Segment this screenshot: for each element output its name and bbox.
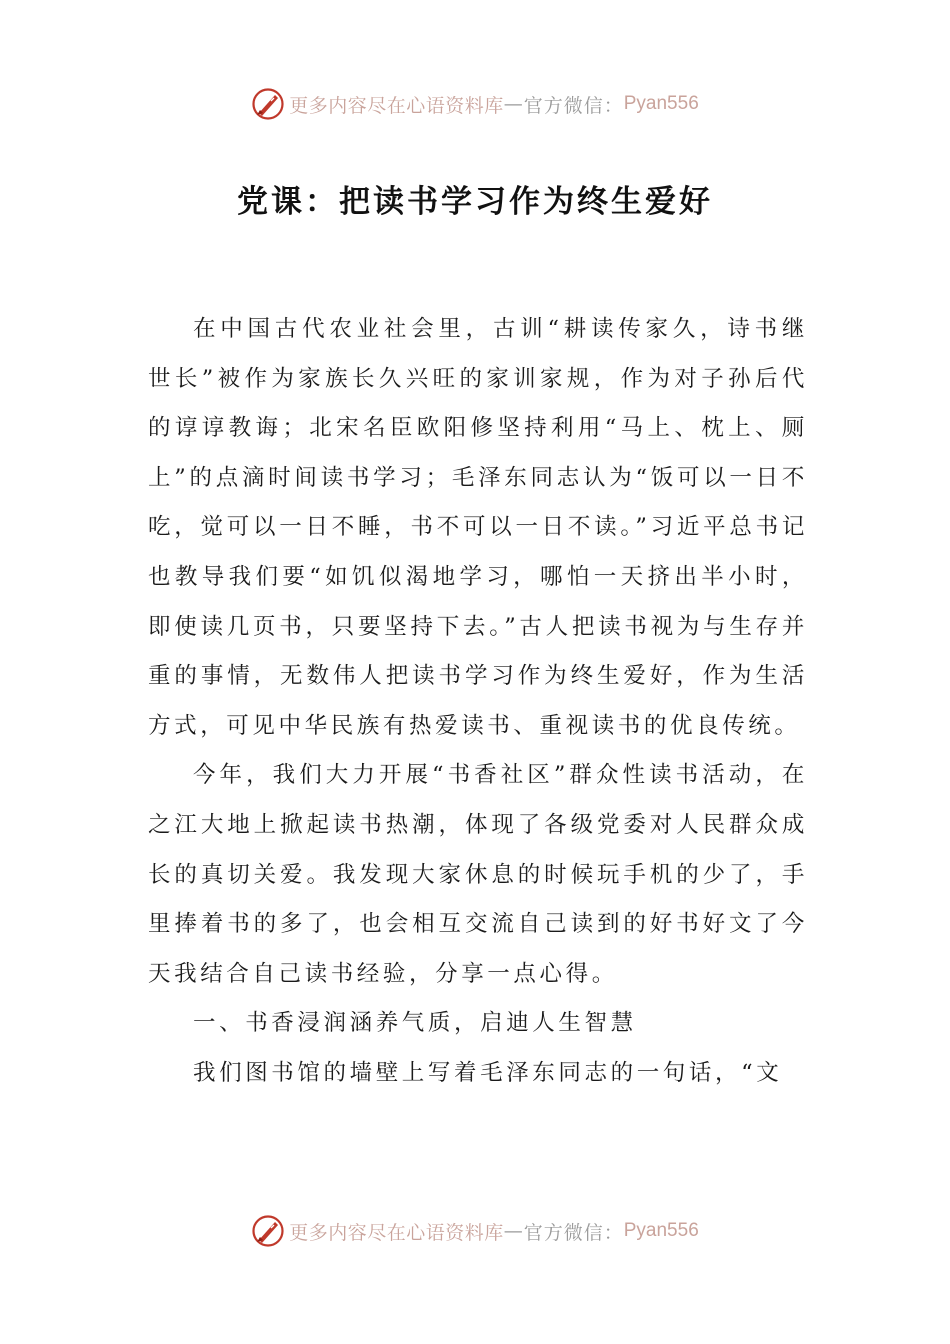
dash-separator: — (503, 1220, 524, 1242)
official-wechat-label: 官方微信： (523, 94, 624, 117)
document-title: 党课：把读书学习作为终生爱好 (237, 184, 713, 220)
promo-text: 更多内容尽在心语资料库 (289, 94, 504, 117)
wechat-id: Pyan556 (623, 1220, 699, 1241)
footer-watermark-banner (0, 1211, 950, 1251)
document-body (148, 305, 808, 1099)
promo-text: 更多内容尽在心语资料库 (289, 1221, 504, 1244)
paragraph: 今年，我们大力开展“书香社区”群众性读书活动，在之江大地上掀起读书热潮，体现了各级党委对人民群众成长的真切关爱。我发现大家休息的时候玩手机的少了，手里捧着书的多了，也会相互交流自己读到的好书好文了今天我结合自己读书经验，分享一点心得。 (148, 762, 808, 987)
paragraph: 我们图书馆的墙壁上写着毛泽东同志的一句话，“文 (193, 1059, 783, 1086)
dash-separator: — (503, 93, 524, 115)
section-heading: 一、书香浸润涵养气质，启迪人生智慧 (193, 1010, 637, 1037)
pen-nib-logo-icon (251, 1214, 285, 1248)
wechat-id: Pyan556 (623, 93, 699, 114)
official-wechat-label: 官方微信： (523, 1221, 624, 1244)
header-watermark-banner (0, 84, 950, 124)
pen-nib-logo-icon (251, 87, 285, 121)
paragraph: 在中国古代农业社会里，古训“耕读传家久，诗书继世长”被作为家族长久兴旺的家训家规，作为对子孙后代的谆谆教诲；北宋名臣欧阳修坚持利用“马上、枕上、厕上”的点滴时间读书学习；毛泽东同志认为“饭可以一日不吃，觉可以一日不睡，书不可以一日不读。”习近平总书记也教导我们要“如饥似渴地学习，哪怕一天挤出半小时，即使读几页书，只要坚持下去。”古人把读书视为与生存并重的事情，无数伟人把读书学习作为终生爱好，作为生活方式，可见中华民族有热爱读书、重视读书的优良传统。 (148, 316, 808, 739)
